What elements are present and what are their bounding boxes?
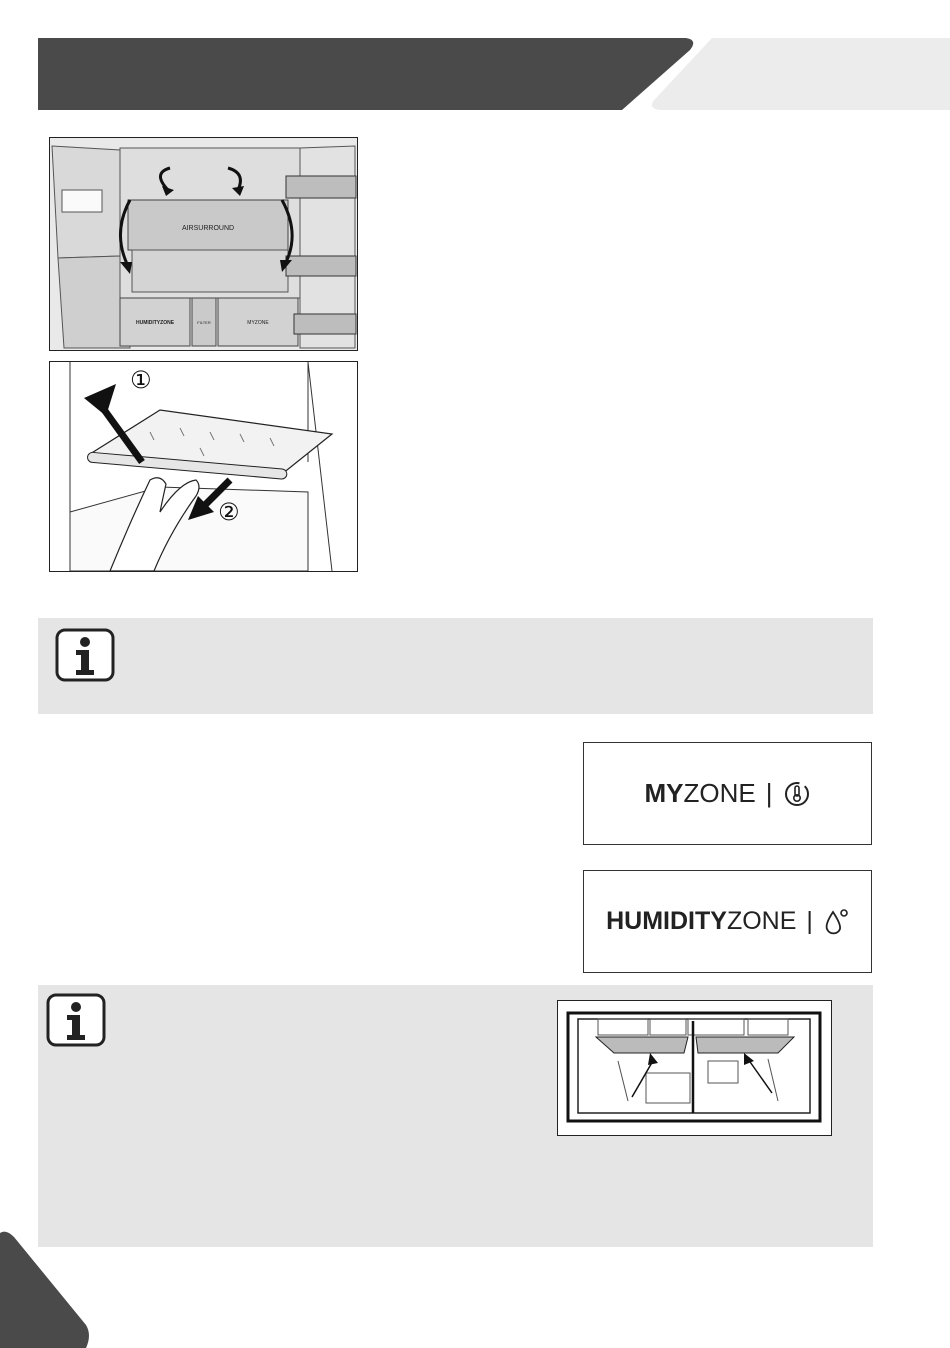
info-note-1 xyxy=(38,618,873,714)
thermometer-circle-icon xyxy=(783,780,811,808)
humidityzone-bold-text: HUMIDITY xyxy=(606,907,727,935)
myzone-drawer-label: MYZONE xyxy=(247,320,269,326)
fridge-airflow-illustration xyxy=(49,137,358,351)
humidityzone-light-text: ZONE xyxy=(726,907,797,935)
page-header xyxy=(0,0,950,120)
info-icon xyxy=(46,993,106,1047)
step-1-marker: ① xyxy=(130,366,152,394)
humidityzone-label-box xyxy=(583,870,872,973)
humidity-drawer-label: HUMIDITYZONE xyxy=(135,320,175,326)
filter-label: FILTER xyxy=(197,320,211,325)
myzone-separator: | xyxy=(765,778,773,808)
page-corner-tab xyxy=(0,1225,100,1348)
myzone-label-box xyxy=(583,742,872,845)
myzone-bold-text: MY xyxy=(644,778,684,808)
air-surround-label: AIRSURROUND xyxy=(181,225,235,232)
water-drop-icon xyxy=(823,908,849,936)
humidityzone-separator: | xyxy=(806,907,813,935)
header-bar xyxy=(38,38,693,110)
header-tab xyxy=(652,38,950,110)
drawer-divider-illustration xyxy=(557,1000,832,1136)
step-2-marker: ② xyxy=(218,498,240,526)
shelf-removal-illustration xyxy=(49,361,358,572)
myzone-light-text: ZONE xyxy=(683,778,756,808)
info-icon xyxy=(55,628,115,682)
